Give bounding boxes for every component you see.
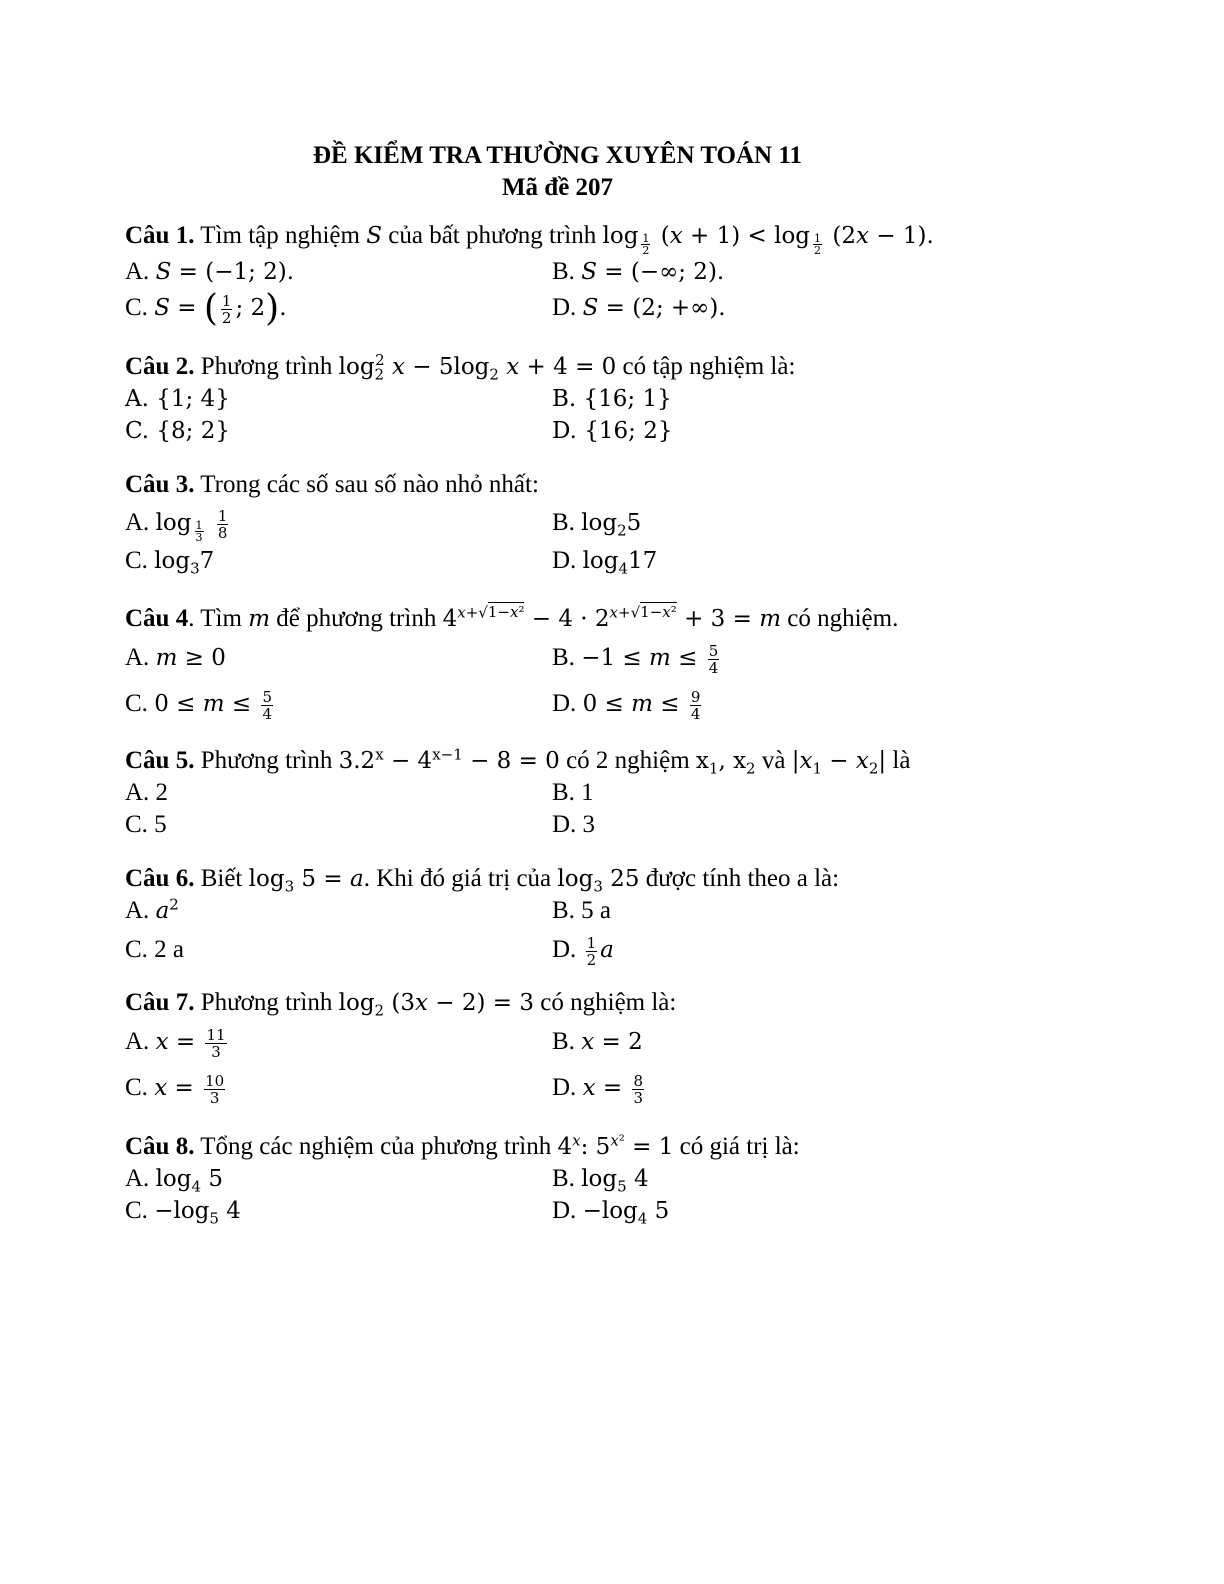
- option-c[interactable]: C. 0 ≤ m ≤ $\frac{5}{4}$: [125, 687, 272, 723]
- question-5: Câu 5. Phương trình $3.2^x - 4^{x-1} - 8 = 0$ có 2 nghiệm $x_1$, $x_2$ và $|x_1 - x_2|$ là: [125, 745, 911, 778]
- option-d[interactable]: D. $\frac{1}{2}$ a: [552, 933, 614, 969]
- option-a[interactable]: A. $\log_4 5$: [125, 1165, 223, 1196]
- option-a[interactable]: A. m ≥ 0: [125, 644, 226, 672]
- options-q4-2: [125, 681, 1005, 727]
- option-d[interactable]: D. x = $\frac{8}{3}$: [552, 1071, 643, 1107]
- question-3: Câu 3. Trong các số sau số nào nhỏ nhất:: [125, 471, 539, 499]
- option-a[interactable]: A. S = (−1; 2).: [125, 258, 295, 286]
- option-b[interactable]: B. $\log_25$: [552, 509, 642, 540]
- options-q8-2: [125, 1195, 1005, 1227]
- question-7: Câu 7. Phương trình $\log_2 (3x - 2) = 3$ có nghiệm là:: [125, 989, 677, 1020]
- options-q6: [125, 895, 1005, 927]
- options-q2: [125, 383, 1005, 415]
- exam-code: Mã đề 207: [501, 174, 614, 201]
- option-a[interactable]: A. $a^2$: [125, 895, 179, 925]
- options-q1: [125, 256, 1005, 288]
- option-a[interactable]: A. x = $\frac{11}{3}$: [125, 1025, 226, 1061]
- option-d[interactable]: D. $-\log_4$ 5: [552, 1197, 670, 1228]
- options-q1-2: [125, 288, 1005, 329]
- option-a[interactable]: A. {1; 4}: [125, 386, 230, 413]
- options-q7: [125, 1019, 1005, 1065]
- options-q5-2: [125, 809, 1005, 841]
- option-b[interactable]: B. $\log_5 4$: [552, 1165, 649, 1196]
- question-8: Câu 8. Tổng các nghiệm của phương trình 4$^x$: $5^{x^2} = 1$ có giá trị là:: [125, 1131, 800, 1161]
- inequality: log $_{\frac{1}{2}}$ (x + 1) < log $_{\frac{1}{2}}$ (2x − 1).: [602, 223, 934, 258]
- option-b[interactable]: B. 1: [552, 779, 594, 807]
- question-number: Câu 1.: [125, 222, 195, 249]
- option-b[interactable]: B. −1 ≤ m ≤ $\frac{5}{4}$: [552, 641, 719, 677]
- options-q8: [125, 1163, 1005, 1195]
- question-4: Câu 4. Tìm m để phương trình $4^{x+√1-x^2} - 4 \cdot 2^{x+√1-x^2} + 3 = m$ có nghiệm.: [125, 603, 899, 633]
- option-b[interactable]: B. S = (−∞; 2).: [552, 258, 725, 286]
- option-a[interactable]: A. 2: [125, 779, 169, 807]
- option-d[interactable]: D. {16; 2}: [552, 418, 673, 445]
- option-c[interactable]: C. $-\log_5$ 4: [125, 1197, 241, 1228]
- options-q4: [125, 635, 1005, 681]
- option-c[interactable]: C. {8; 2}: [125, 418, 230, 445]
- question-1: Câu 1. Tìm tập nghiệm S của bất phương trình log $_{\frac{1}{2}}$ (x + 1) < log $_{\frac{1}{2}}$ (2x − 1).: [125, 222, 934, 258]
- option-d[interactable]: D. S = (2; +∞).: [552, 294, 726, 322]
- option-c[interactable]: C. 5: [125, 811, 167, 839]
- option-d[interactable]: D. $\log_417$: [552, 547, 658, 578]
- question-2: Câu 2. Phương trình $\log_2^2 x - 5\log_2$ x + 4 = 0 có tập nghiệm là:: [125, 351, 796, 384]
- option-c[interactable]: C. 2 a: [125, 936, 185, 964]
- option-b[interactable]: B. 5 a: [552, 897, 612, 925]
- options-q7-2: [125, 1065, 1005, 1111]
- options-q3: [125, 501, 1005, 545]
- option-c[interactable]: C. S = ( $\frac{1}{2}$ ; 2).: [125, 288, 287, 330]
- option-b[interactable]: B. x = 2: [552, 1028, 643, 1056]
- question-6: Câu 6. Biết $\log_3 5 = a$. Khi đó giá trị của $\log_3 25$ được tính theo a là:: [125, 865, 840, 896]
- options-q6-2: [125, 927, 1005, 973]
- options-q3-2: [125, 545, 1005, 577]
- options-q2-2: [125, 415, 1005, 447]
- option-d[interactable]: D. 3: [552, 811, 596, 839]
- option-b[interactable]: B. {16; 1}: [552, 386, 672, 413]
- option-c[interactable]: C. $\log_37$: [125, 547, 215, 578]
- exam-title: ĐỀ KIỂM TRA THƯỜNG XUYÊN TOÁN 11: [313, 142, 802, 169]
- option-c[interactable]: C. x = $\frac{10}{3}$: [125, 1071, 225, 1107]
- exam-page: [125, 140, 1005, 1227]
- options-q5: [125, 777, 1005, 809]
- option-a[interactable]: A. log $_{\frac{1}{3}}$ $\frac{1}{8}$: [125, 506, 228, 545]
- option-d[interactable]: D. 0 ≤ m ≤ $\frac{9}{4}$: [552, 687, 701, 723]
